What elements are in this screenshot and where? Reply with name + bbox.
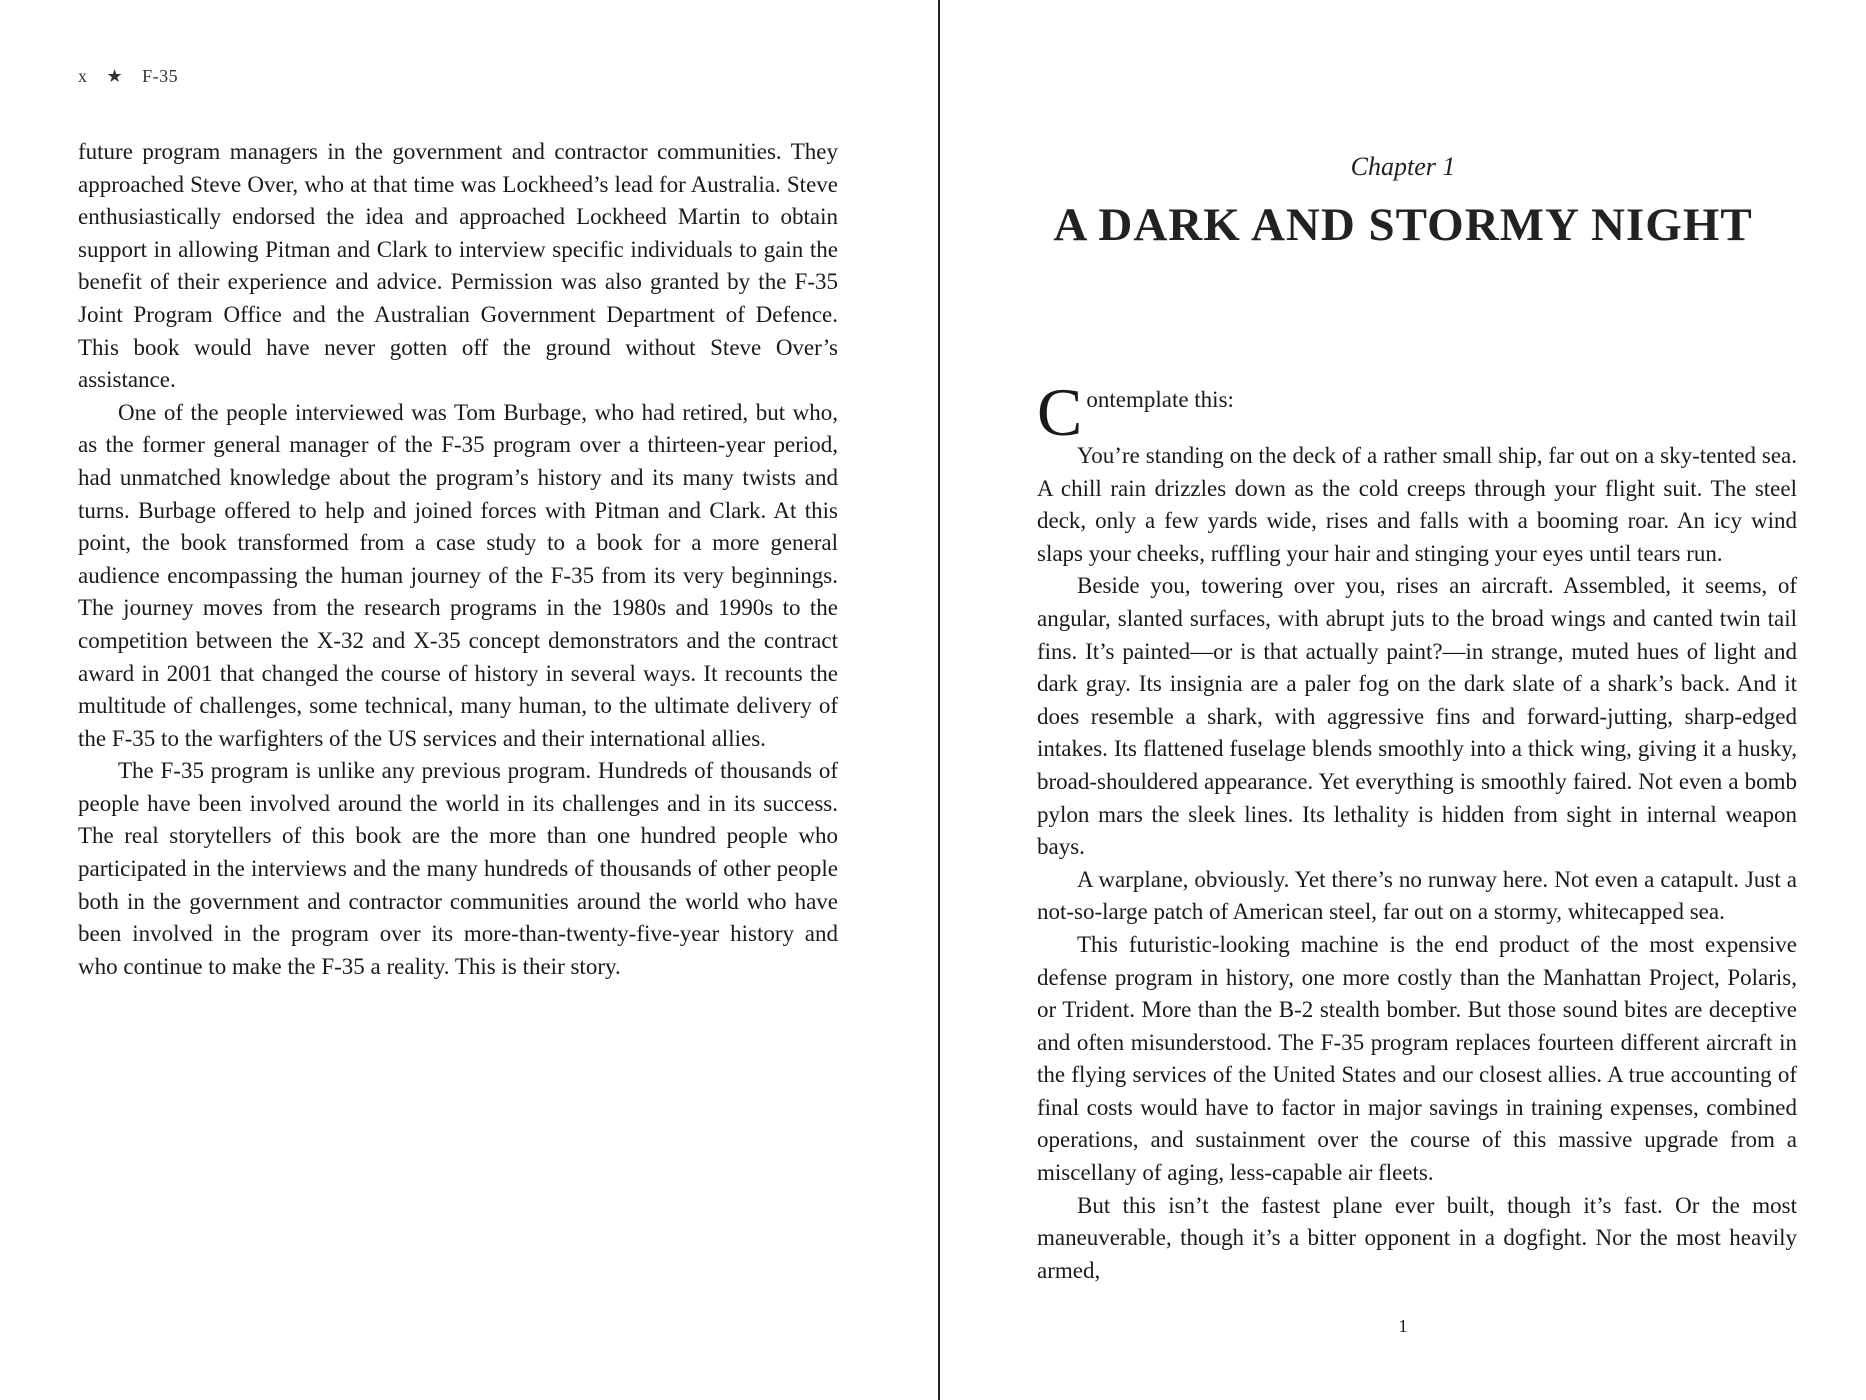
paragraph: This futuristic-looking machine is the end product of the most expensive defense program in history, one more costly than the Manhattan Project, Polaris, or Trident. More than the B-2 stealth bomber. But those sound bites are deceptive and often misunderstood. The F-35 program replaces fourteen different aircraft in the flying services of the United States and our closest allies. A true accounting of final costs would have to factor in major savings in training expenses, combined operations, and sustainment over the course of this massive upgrade from a miscellany of aging, less-capable air fleets.	[1037, 931, 1797, 1186]
folio: x	[78, 66, 88, 86]
paragraph: Beside you, towering over you, rises an aircraft. Assembled, it seems, of angular, slanted surfaces, with abrupt juts to the broad wings and canted twin tail fins. It’s painted—or is that actually paint?—in strange, muted hues of light and dark gray. Its insignia are a paler fog on the dark slate of a shark’s back. And it does resemble a shark, with aggressive fins and forward-jutting, sharp-edged intakes. Its flattened fuselage blends smoothly into a thick wing, giving it a husky, broad-shouldered appearance. Yet everything is smoothly faired. Not even a bomb pylon mars the sleek lines. Its lethality is hidden from sight in internal weapon bays.	[1037, 573, 1797, 860]
drop-cap: C	[1037, 374, 1083, 450]
right-text-block	[1037, 374, 1797, 1287]
running-title: F-35	[142, 66, 179, 86]
running-head	[78, 66, 192, 87]
page-number: 1	[1398, 1316, 1408, 1336]
chapter-label: Chapter 1	[1350, 152, 1456, 181]
paragraph: The F-35 program is unlike any previous program. Hundreds of thousands of people have been involved around the world in its challenges and in its success. The real storytellers of this book are the more than one hundred people who participated in the interviews and the many hundreds of thousands of other people both in the government and contractor communities around the world who have been involved in the program over its more-than-twenty-five-year history and who continue to make the F-35 a reality. This is their story.	[78, 758, 838, 979]
separator-star-icon: ★	[106, 66, 124, 86]
paragraph: A warplane, obviously. Yet there’s no runway here. Not even a catapult. Just a not-so-large patch of American steel, far out on a stormy, whitecapped sea.	[1037, 866, 1797, 925]
paragraph: future program managers in the government and contractor communities. They approached Steve Over, who at that time was Lockheed’s lead for Australia. Steve enthusiastically endorsed the idea and approached Lockheed Martin to obtain support in allowing Pitman and Clark to interview specific individuals to gain the benefit of their experience and advice. Permission was also granted by the F-35 Joint Program Office and the Australian Government Department of Defence. This book would have never gotten off the ground without Steve Over’s assistance.	[78, 139, 838, 393]
opening-text: ontemplate this:	[1086, 387, 1234, 412]
left-text-block	[78, 136, 838, 983]
opening-line	[1037, 374, 1797, 450]
paragraph: But this isn’t the fastest plane ever built, though it’s fast. Or the most maneuverable, though it’s a bitter opponent in a dogfight. Nor the most heavily armed,	[1037, 1192, 1797, 1283]
right-page	[940, 0, 1866, 1400]
chapter-title: A DARK AND STORMY NIGHT	[1053, 199, 1753, 251]
paragraph: You’re standing on the deck of a rather small ship, far out on a sky-tented sea. A chill rain drizzles down as the cold creeps through your flight suit. The steel deck, only a few yards wide, rises and falls with a booming roar. An icy wind slaps your cheeks, ruffling your hair and stinging your eyes until tears run.	[1037, 443, 1797, 566]
paragraph: One of the people interviewed was Tom Burbage, who had retired, but who, as the former general manager of the F-35 program over a thirteen-year period, had unmatched knowledge about the program’s history and its many twists and turns. Burbage offered to help and joined forces with Pitman and Clark. At this point, the book transformed from a case study to a book for a more general audience encompassing the human journey of the F-35 from its very beginnings. The journey moves from the research programs in the 1980s and 1990s to the competition between the X-32 and X-35 concept demonstrators and the contract award in 2001 that changed the course of history in several ways. It recounts the multitude of challenges, some technical, many human, to the ultimate delivery of the F-35 to the warfighters of the US services and their international allies.	[78, 399, 838, 751]
